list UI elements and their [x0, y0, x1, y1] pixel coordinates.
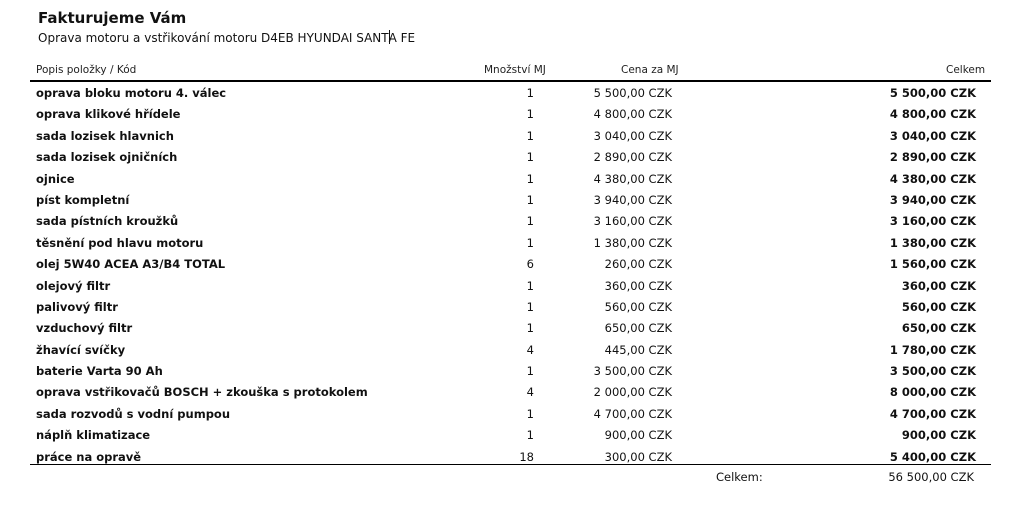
item-description: palivový filtr — [36, 299, 118, 314]
table-row — [0, 297, 1024, 318]
grand-total-label: Celkem: — [716, 470, 763, 484]
table-row — [0, 169, 1024, 190]
item-quantity: 1 — [526, 150, 534, 165]
item-total: 2 890,00 CZK — [889, 150, 976, 165]
item-quantity: 18 — [519, 449, 534, 464]
item-quantity: 1 — [526, 192, 534, 207]
subtitle-text-start: Oprava motoru a vstřikování motoru D4EB HYUNDAI SANT — [38, 31, 389, 45]
item-total: 3 940,00 CZK — [889, 192, 976, 207]
item-total: 900,00 CZK — [901, 428, 976, 443]
table-row — [0, 382, 1024, 403]
item-total: 4 380,00 CZK — [889, 171, 976, 186]
items-table-body — [0, 83, 1024, 468]
item-description: sada rozvodů s vodní pumpou — [36, 406, 231, 421]
item-quantity: 1 — [526, 321, 534, 336]
item-quantity: 4 — [526, 342, 534, 357]
item-unit-price: 650,00 CZK — [604, 321, 672, 336]
table-top-rule — [30, 80, 991, 82]
table-row — [0, 276, 1024, 297]
item-quantity: 1 — [526, 86, 534, 100]
item-description: olejový filtr — [36, 278, 111, 293]
item-unit-price: 1 380,00 CZK — [593, 235, 672, 250]
item-quantity: 1 — [526, 278, 534, 293]
item-total: 4 800,00 CZK — [889, 107, 976, 122]
item-quantity: 1 — [526, 428, 534, 443]
item-quantity: 1 — [526, 107, 534, 122]
table-row — [0, 83, 1024, 104]
item-description: píst kompletní — [36, 192, 130, 207]
table-row — [0, 190, 1024, 211]
table-row — [0, 104, 1024, 125]
column-header-unit-price: Cena za MJ — [621, 64, 679, 76]
item-total: 4 700,00 CZK — [889, 406, 976, 421]
item-quantity: 1 — [526, 364, 534, 379]
item-unit-price: 3 940,00 CZK — [593, 192, 672, 207]
item-description: oprava bloku motoru 4. válec — [36, 86, 227, 100]
item-description: ojnice — [36, 171, 75, 186]
item-unit-price: 3 160,00 CZK — [593, 214, 672, 229]
item-unit-price: 2 890,00 CZK — [593, 150, 672, 165]
item-unit-price: 4 700,00 CZK — [593, 406, 672, 421]
item-total: 5 400,00 CZK — [889, 449, 976, 464]
table-row — [0, 254, 1024, 275]
column-header-quantity: Množství MJ — [484, 64, 546, 76]
item-total: 650,00 CZK — [901, 321, 976, 336]
column-header-total: Celkem — [946, 64, 986, 76]
item-description: oprava klikové hřídele — [36, 107, 181, 122]
item-description: sada lozisek hlavnich — [36, 128, 174, 143]
item-total: 5 500,00 CZK — [889, 86, 976, 100]
item-description: žhavící svíčky — [36, 342, 126, 357]
item-quantity: 1 — [526, 406, 534, 421]
item-description: oprava vstřikovačů BOSCH + zkouška s protokolem — [36, 385, 368, 400]
item-total: 1 380,00 CZK — [889, 235, 976, 250]
table-row — [0, 425, 1024, 446]
table-row — [0, 126, 1024, 147]
invoice-title: Fakturujeme Vám — [38, 9, 187, 27]
item-total: 3 040,00 CZK — [889, 128, 976, 143]
item-quantity: 1 — [526, 235, 534, 250]
item-unit-price: 4 380,00 CZK — [593, 171, 672, 186]
item-total: 3 160,00 CZK — [889, 214, 976, 229]
item-total: 1 780,00 CZK — [889, 342, 976, 357]
item-unit-price: 3 500,00 CZK — [593, 364, 672, 379]
item-unit-price: 360,00 CZK — [604, 278, 672, 293]
table-row — [0, 404, 1024, 425]
item-total: 1 560,00 CZK — [889, 257, 976, 272]
item-quantity: 6 — [526, 257, 534, 272]
column-header-description: Popis položky / Kód — [36, 64, 137, 76]
item-description: práce na opravě — [36, 449, 142, 464]
item-description: těsnění pod hlavu motoru — [36, 235, 204, 250]
item-description: sada pístních kroužků — [36, 214, 179, 229]
item-quantity: 1 — [526, 128, 534, 143]
item-quantity: 4 — [526, 385, 534, 400]
item-total: 3 500,00 CZK — [889, 364, 976, 379]
item-total: 8 000,00 CZK — [889, 385, 976, 400]
item-unit-price: 560,00 CZK — [604, 299, 672, 314]
item-total: 360,00 CZK — [901, 278, 976, 293]
item-quantity: 1 — [526, 299, 534, 314]
item-description: náplň klimatizace — [36, 428, 151, 443]
invoice-subtitle — [38, 30, 415, 45]
item-unit-price: 5 500,00 CZK — [593, 86, 672, 100]
item-unit-price: 2 000,00 CZK — [593, 385, 672, 400]
item-unit-price: 300,00 CZK — [604, 449, 672, 464]
item-unit-price: 3 040,00 CZK — [593, 128, 672, 143]
table-row — [0, 233, 1024, 254]
item-description: vzduchový filtr — [36, 321, 133, 336]
table-bottom-rule — [30, 464, 991, 465]
item-description: sada lozisek ojničních — [36, 150, 178, 165]
item-description: baterie Varta 90 Ah — [36, 364, 163, 379]
item-unit-price: 4 800,00 CZK — [593, 107, 672, 122]
item-unit-price: 445,00 CZK — [604, 342, 672, 357]
subtitle-text-end: A FE — [388, 31, 416, 45]
grand-total-value: 56 500,00 CZK — [888, 470, 974, 484]
table-row — [0, 147, 1024, 168]
item-quantity: 1 — [526, 214, 534, 229]
table-row — [0, 318, 1024, 339]
item-quantity: 1 — [526, 171, 534, 186]
item-unit-price: 260,00 CZK — [604, 257, 672, 272]
table-row — [0, 211, 1024, 232]
table-row — [0, 361, 1024, 382]
item-total: 560,00 CZK — [901, 299, 976, 314]
item-description: olej 5W40 ACEA A3/B4 TOTAL — [36, 257, 226, 272]
item-unit-price: 900,00 CZK — [604, 428, 672, 443]
table-row — [0, 340, 1024, 361]
